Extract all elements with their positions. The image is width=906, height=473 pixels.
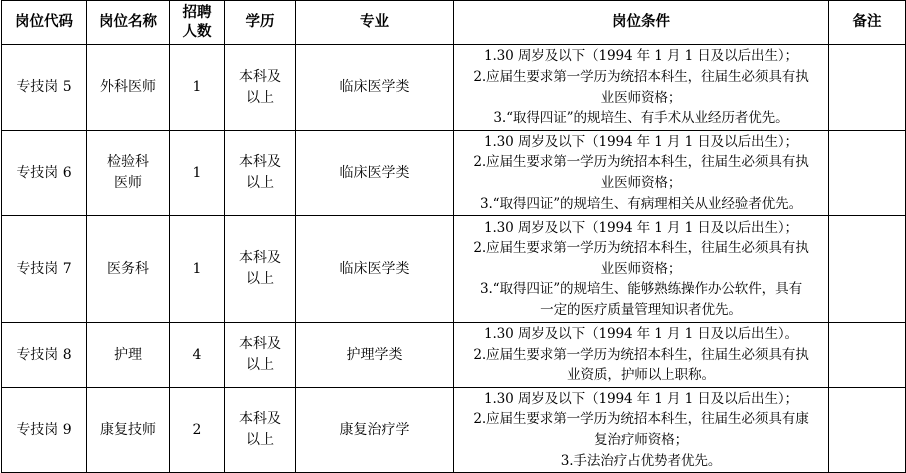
conditions-cell [454,216,829,323]
header-hiring-count-line2: 人数 [182,23,212,40]
position-code-cell: 专技岗 6 [2,131,87,216]
recruitment-table [1,0,906,473]
education-line1: 本科及 [239,250,281,266]
education-line2: 以上 [246,357,274,373]
condition-line: 1.30 周岁及以下（1994 年 1 月 1 日及以后出生）； [484,390,798,407]
position-name-line1: 康复技师 [100,421,156,438]
condition-line: 2.应届生要求第一学历为统招本科生，往届生必须具有康 [473,411,809,428]
position-name-cell [87,216,170,323]
condition-line: 2.应届生要求第一学历为统招本科生，往届生必须具有执 [473,346,809,363]
education-line1: 本科及 [239,336,281,352]
position-name-cell [87,323,170,388]
remarks-cell [829,45,906,131]
header-position-code: 岗位代码 [2,1,87,45]
hiring-count-cell: 2 [170,388,225,473]
education-cell [225,131,296,216]
position-name-line1: 护理 [114,346,142,363]
position-name-cell [87,131,170,216]
condition-line: 3.“取得四证”的规培生、有手术从业经历者优先。 [493,110,789,127]
major-cell: 临床医学类 [296,131,454,216]
education-line1: 本科及 [239,68,281,85]
table-row [2,45,906,131]
education-line2: 以上 [246,175,274,191]
major-cell: 临床医学类 [296,45,454,131]
education-line2: 以上 [246,89,274,106]
condition-line: 1.30 周岁及以下（1994 年 1 月 1 日及以后出生）； [484,48,798,65]
header-hiring-count-line1: 招聘 [182,4,212,21]
header-remarks: 备注 [829,1,906,45]
condition-line: 3.“取得四证”的规培生、有病理相关从业经验者优先。 [479,195,803,212]
condition-line: 复治疗师资格； [593,432,689,448]
position-name-cell [87,388,170,473]
header-position-name: 岗位名称 [87,1,170,45]
hiring-count-cell: 1 [170,45,225,131]
condition-line: 1.30 周岁及以下（1994 年 1 月 1 日及以后出生）； [484,219,798,236]
major-cell: 临床医学类 [296,216,454,323]
table-row [2,131,906,216]
education-cell [225,216,296,323]
conditions-cell [454,388,829,473]
major-cell: 康复治疗学 [296,388,454,473]
header-row [2,1,906,45]
position-code-cell: 专技岗 8 [2,323,87,388]
education-cell [225,388,296,473]
condition-line: 1.30 周岁及以下（1994 年 1 月 1 日及以后出生）； [484,133,798,150]
condition-line: 业医师资格； [600,260,682,277]
hiring-count-cell: 1 [170,216,225,323]
remarks-cell [829,216,906,323]
conditions-cell [454,323,829,388]
remarks-cell [829,323,906,388]
position-code-cell: 专技岗 7 [2,216,87,323]
position-name-cell [87,45,170,131]
hiring-count-cell: 1 [170,131,225,216]
condition-line: 1.30 周岁及以下（1994 年 1 月 1 日及以后出生）。 [484,326,798,343]
condition-line: 一定的医疗质量管理知识者优先。 [540,301,742,318]
table-row [2,323,906,388]
condition-line: 2.应届生要求第一学历为统招本科生，往届生必须具有执 [473,240,809,257]
position-name-line2: 医师 [114,175,142,191]
condition-line: 业医师资格； [600,89,682,106]
conditions-cell [454,131,829,216]
header-education: 学历 [225,1,296,45]
education-line2: 以上 [246,271,274,287]
education-cell [225,323,296,388]
condition-line: 业医师资格； [600,175,682,191]
position-name-line1: 外科医师 [100,79,156,95]
hiring-count-cell: 4 [170,323,225,388]
remarks-cell [829,388,906,473]
conditions-cell [454,45,829,131]
condition-line: 2.应届生要求第一学历为统招本科生，往届生必须具有执 [473,68,809,85]
condition-line: 3.手法治疗占优势者优先。 [560,452,722,469]
position-code-cell: 专技岗 5 [2,45,87,131]
major-cell: 护理学类 [296,323,454,388]
condition-line: 2.应届生要求第一学历为统招本科生，往届生必须具有执 [473,154,809,171]
table-row [2,216,906,323]
position-name-line1: 检验科 [107,154,149,170]
education-line1: 本科及 [239,411,281,427]
header-hiring-count [170,1,225,45]
education-cell [225,45,296,131]
table-row [2,388,906,473]
position-code-cell: 专技岗 9 [2,388,87,473]
education-line1: 本科及 [239,154,281,170]
education-line2: 以上 [246,432,274,448]
header-conditions: 岗位条件 [454,1,829,45]
position-name-line1: 医务科 [107,260,149,277]
remarks-cell [829,131,906,216]
header-major: 专业 [296,1,454,45]
condition-line: 3.“取得四证”的规培生、能够熟练操作办公软件，具有 [479,281,803,298]
condition-line: 业资质，护师以上职称。 [567,367,715,384]
